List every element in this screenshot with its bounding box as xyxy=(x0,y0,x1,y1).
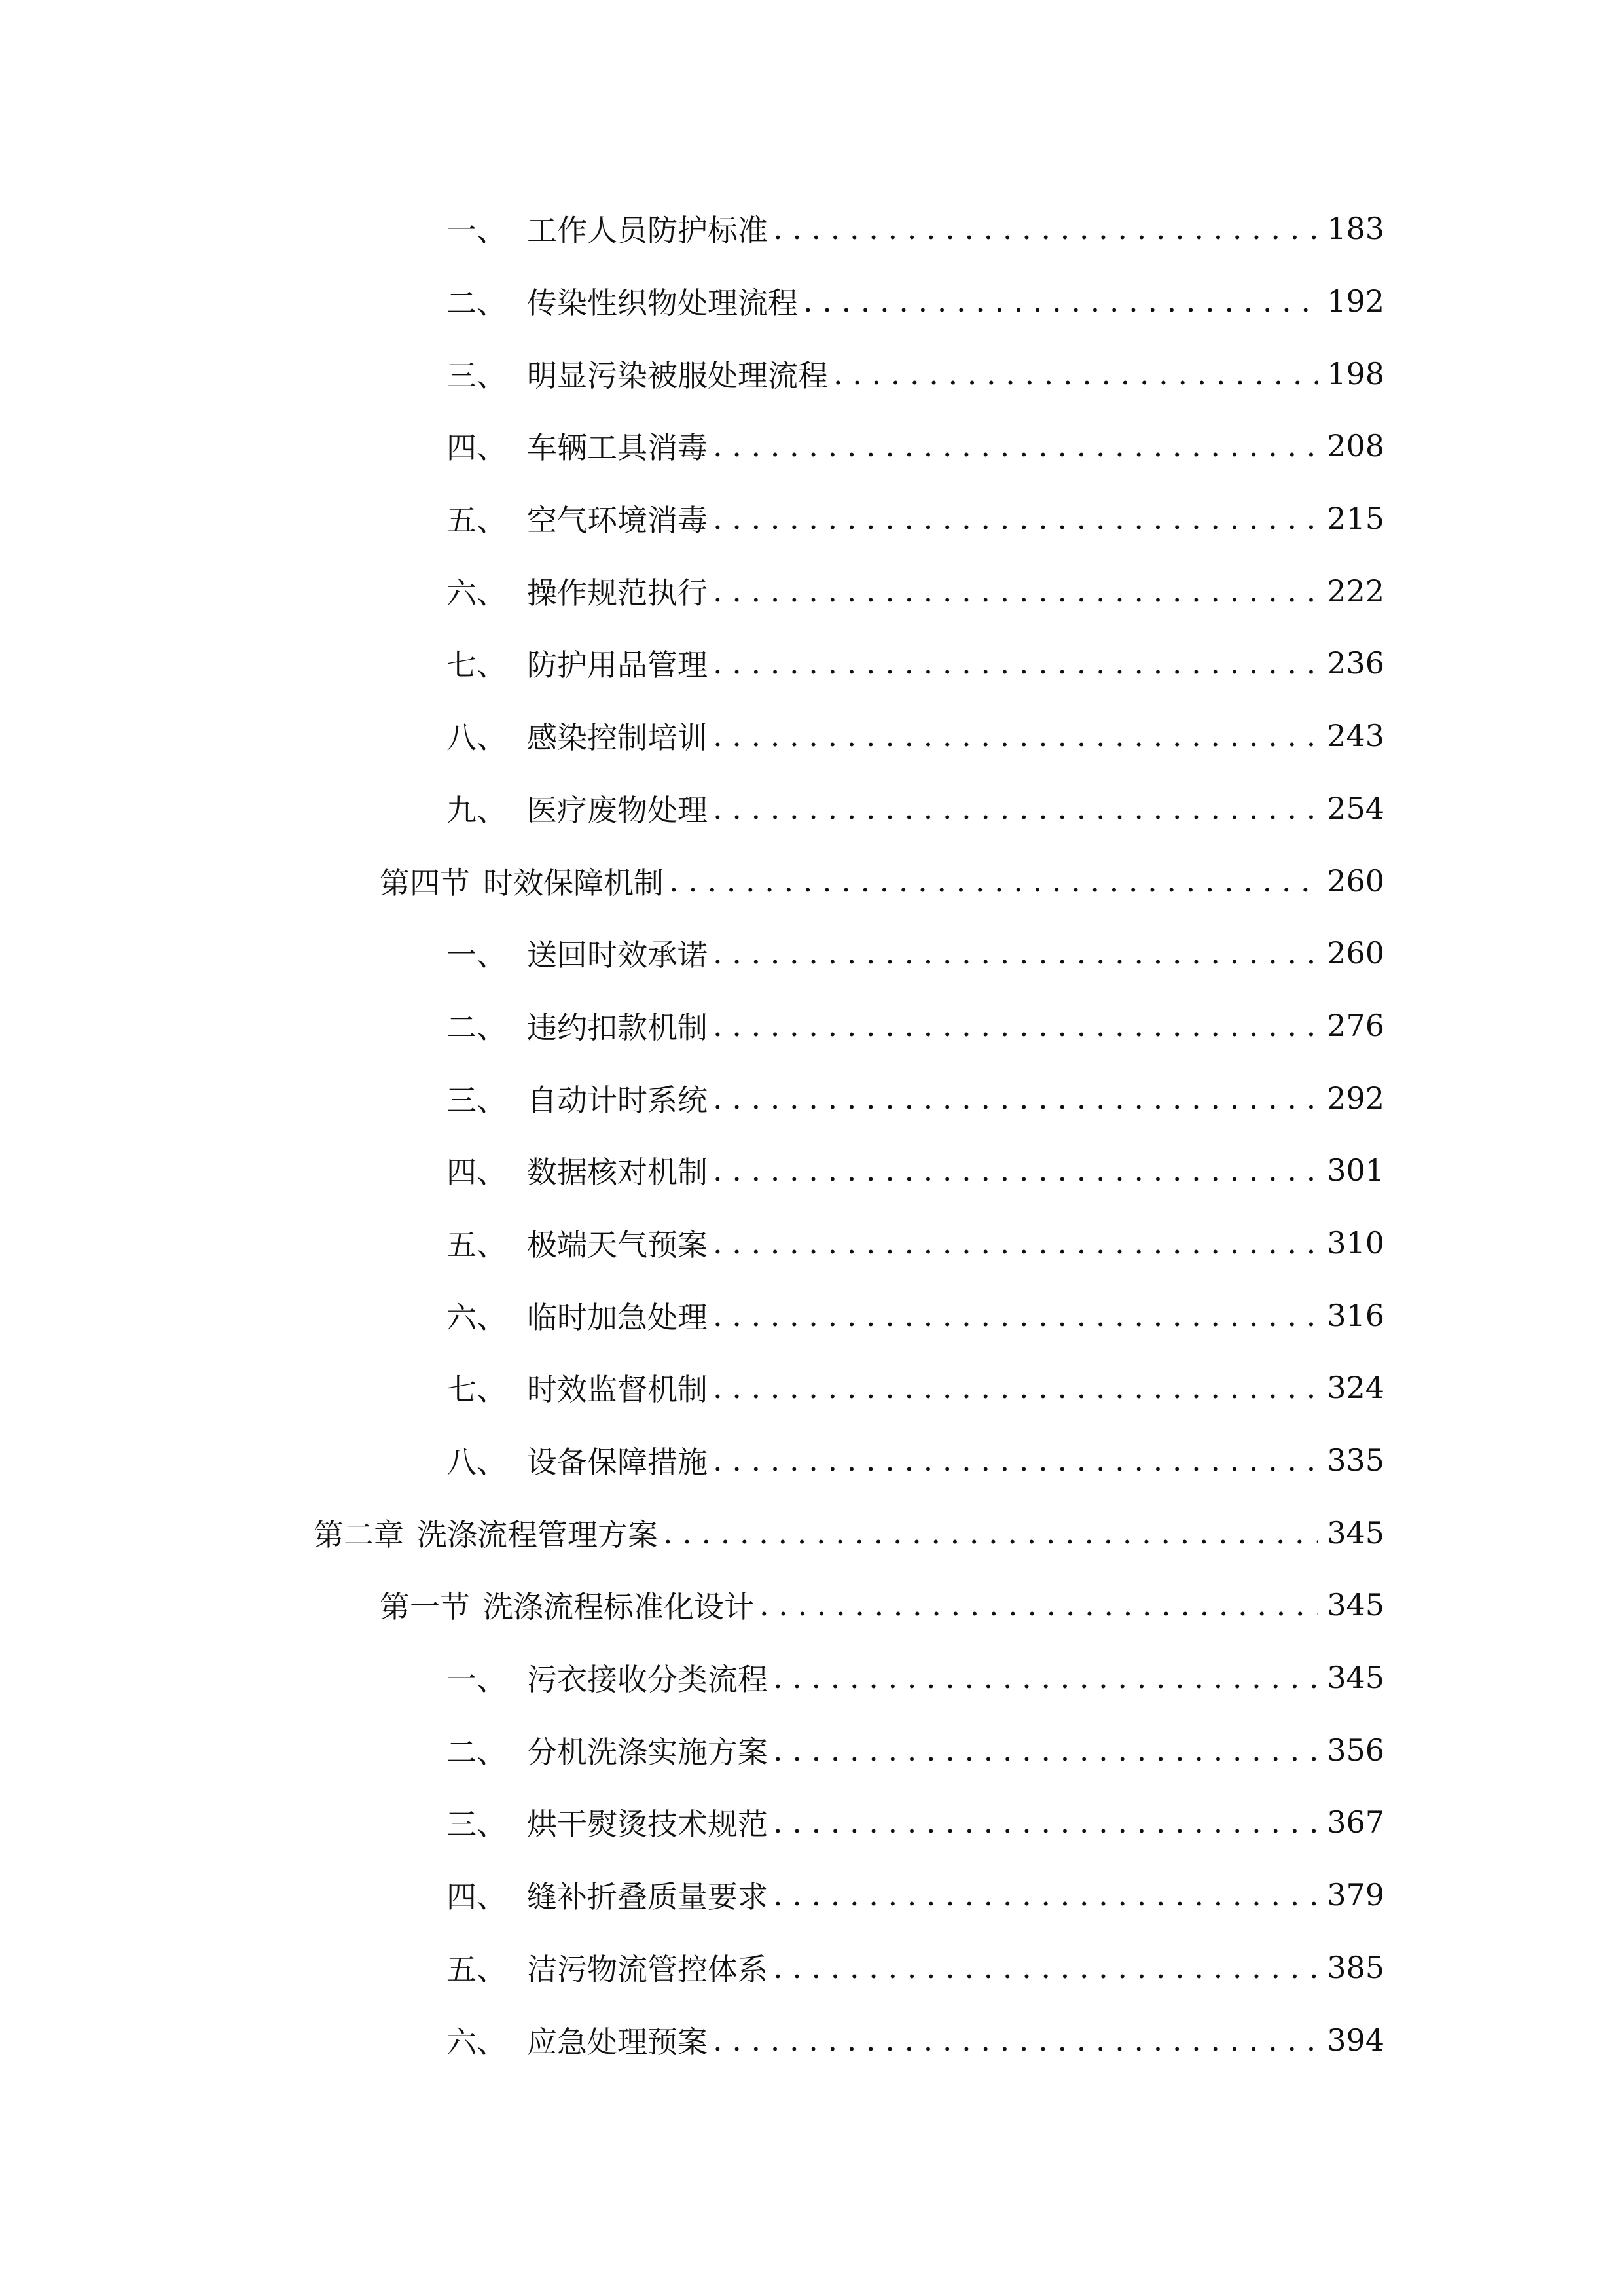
toc-entry-lead xyxy=(446,1729,1327,1772)
dot-leader xyxy=(768,1804,1318,1840)
dot-leader xyxy=(708,718,1318,753)
toc-entry[interactable] xyxy=(0,1569,1624,1641)
toc-entry-page: 215 xyxy=(1327,501,1384,537)
toc-entry-number: 六、 xyxy=(446,575,507,611)
dot-leader xyxy=(708,645,1318,681)
toc-entry-page: 222 xyxy=(1327,573,1384,609)
toc-entry-title: 分机洗涤实施方案 xyxy=(527,1734,768,1770)
toc-entry-page: 183 xyxy=(1327,211,1384,247)
toc-entry-number: 七、 xyxy=(446,1372,507,1408)
toc-entry-title: 送回时效承诺 xyxy=(527,937,708,973)
dot-leader xyxy=(768,1950,1318,1985)
toc-entry-page: 335 xyxy=(1327,1443,1384,1479)
toc-entry-number: 第一节 xyxy=(380,1589,470,1625)
toc-entry-lead xyxy=(446,1873,1327,1916)
toc-entry-page: 367 xyxy=(1327,1804,1384,1840)
toc-entry-page: 345 xyxy=(1327,1587,1384,1623)
toc-entry[interactable] xyxy=(0,410,1624,482)
toc-entry-title: 违约扣款机制 xyxy=(527,1009,708,1045)
toc-entry-title: 洗涤流程管理方案 xyxy=(417,1516,658,1552)
toc-entry-page: 310 xyxy=(1327,1225,1384,1261)
toc-entry-lead xyxy=(446,714,1327,757)
toc-entry-number: 五、 xyxy=(446,1227,507,1263)
toc-entry-page: 192 xyxy=(1327,283,1384,319)
toc-entry-number: 一、 xyxy=(446,937,507,973)
toc-entry-title: 空气环境消毒 xyxy=(527,503,708,539)
toc-entry-page: 292 xyxy=(1327,1080,1384,1116)
toc-entry-page: 260 xyxy=(1327,863,1384,899)
toc-entry-title: 洁污物流管控体系 xyxy=(527,1951,768,1987)
toc-entry-lead xyxy=(446,1439,1327,1482)
toc-entry-number: 二、 xyxy=(446,285,507,321)
toc-entry[interactable] xyxy=(0,1134,1624,1207)
dot-leader xyxy=(708,2022,1318,2058)
toc-entry-lead xyxy=(446,497,1327,540)
toc-entry-lead xyxy=(446,569,1327,613)
dot-leader xyxy=(708,428,1318,463)
toc-entry-lead xyxy=(446,1801,1327,1844)
toc-entry-number: 二、 xyxy=(446,1734,507,1770)
toc-entry-title: 感染控制培训 xyxy=(527,720,708,756)
toc-entry-page: 254 xyxy=(1327,790,1384,826)
toc-entry-lead xyxy=(446,1946,1327,1989)
dot-leader xyxy=(708,1298,1318,1333)
toc-entry-title: 自动计时系统 xyxy=(527,1082,708,1118)
toc-entry-lead xyxy=(446,641,1327,685)
toc-entry-title: 工作人员防护标准 xyxy=(527,213,768,249)
dot-leader xyxy=(768,1877,1318,1912)
toc-entry[interactable] xyxy=(0,1641,1624,1714)
toc-entry-number: 第二章 xyxy=(314,1516,404,1552)
toc-entry-title: 污衣接收分类流程 xyxy=(527,1662,768,1698)
toc-entry-lead xyxy=(446,352,1327,395)
toc-entry[interactable] xyxy=(0,1859,1624,1931)
toc-entry-number: 三、 xyxy=(446,1806,507,1842)
toc-entry[interactable] xyxy=(0,990,1624,1062)
dot-leader xyxy=(664,863,1318,899)
toc-entry[interactable] xyxy=(0,1496,1624,1569)
dot-leader xyxy=(708,501,1318,536)
toc-entry-number: 一、 xyxy=(446,1662,507,1698)
toc-entry-title: 设备保障措施 xyxy=(527,1444,708,1480)
toc-entry-page: 301 xyxy=(1327,1153,1384,1189)
toc-entry-title: 操作规范执行 xyxy=(527,575,708,611)
toc-entry-number: 三、 xyxy=(446,357,507,393)
toc-entry-title: 明显污染被服处理流程 xyxy=(527,357,828,393)
toc-entry-number: 九、 xyxy=(446,792,507,828)
toc-entry-lead xyxy=(380,1583,1327,1626)
toc-entry-title: 医疗废物处理 xyxy=(527,792,708,828)
dot-leader xyxy=(828,356,1318,391)
toc-entry[interactable] xyxy=(0,1207,1624,1280)
toc-entry-lead xyxy=(380,859,1327,903)
toc-entry-number: 六、 xyxy=(446,2024,507,2060)
dot-leader xyxy=(768,1660,1318,1695)
toc-entry-number: 四、 xyxy=(446,1879,507,1915)
toc-entry-lead xyxy=(314,1511,1327,1554)
toc-entry-title: 数据核对机制 xyxy=(527,1155,708,1191)
toc-entry-title: 极端天气预案 xyxy=(527,1227,708,1263)
toc-entry-page: 379 xyxy=(1327,1877,1384,1913)
toc-entry-number: 八、 xyxy=(446,1444,507,1480)
toc-entry-page: 394 xyxy=(1327,2022,1384,2058)
toc-entry[interactable] xyxy=(0,627,1624,700)
dot-leader xyxy=(768,211,1318,246)
toc-entry[interactable] xyxy=(0,482,1624,555)
dot-leader xyxy=(708,1225,1318,1261)
toc-entry-number: 六、 xyxy=(446,1299,507,1335)
toc-entry-lead xyxy=(446,1004,1327,1047)
toc-entry[interactable] xyxy=(0,1279,1624,1352)
toc-entry-lead xyxy=(446,1221,1327,1265)
toc-entry-page: 356 xyxy=(1327,1732,1384,1768)
toc-entry-number: 第四节 xyxy=(380,865,470,901)
toc-entry-lead xyxy=(446,787,1327,830)
toc-entry-title: 防护用品管理 xyxy=(527,647,708,683)
toc-entry-number: 三、 xyxy=(446,1082,507,1118)
toc-entry[interactable] xyxy=(0,2003,1624,2076)
toc-entry-lead xyxy=(446,207,1327,250)
toc-entry-page: 236 xyxy=(1327,645,1384,681)
toc-entry-lead xyxy=(446,1656,1327,1699)
toc-entry-title: 洗涤流程标准化设计 xyxy=(483,1589,754,1625)
toc-entry-number: 五、 xyxy=(446,503,507,539)
toc-entry-number: 八、 xyxy=(446,720,507,756)
toc-entry-title: 车辆工具消毒 xyxy=(527,430,708,466)
table-of-contents xyxy=(0,192,1624,2076)
toc-entry[interactable] xyxy=(0,554,1624,627)
toc-entry-lead xyxy=(446,1077,1327,1120)
toc-entry-title: 时效监督机制 xyxy=(527,1372,708,1408)
toc-entry[interactable] xyxy=(0,1352,1624,1424)
toc-entry[interactable] xyxy=(0,844,1624,917)
toc-entry[interactable] xyxy=(0,917,1624,990)
dot-leader xyxy=(768,1732,1318,1768)
toc-entry-lead xyxy=(446,2018,1327,2062)
dot-leader xyxy=(708,1153,1318,1188)
toc-entry-title: 应急处理预案 xyxy=(527,2024,708,2060)
toc-entry[interactable] xyxy=(0,1062,1624,1134)
toc-entry-page: 243 xyxy=(1327,718,1384,754)
toc-entry[interactable] xyxy=(0,1931,1624,2004)
toc-entry-number: 七、 xyxy=(446,647,507,683)
toc-entry-title: 烘干熨烫技术规范 xyxy=(527,1806,768,1842)
dot-leader xyxy=(708,1008,1318,1043)
dot-leader xyxy=(708,1081,1318,1116)
toc-entry-lead xyxy=(446,931,1327,975)
toc-entry-lead xyxy=(446,1366,1327,1409)
toc-entry-lead xyxy=(446,424,1327,467)
toc-entry[interactable] xyxy=(0,1424,1624,1497)
toc-entry-page: 260 xyxy=(1327,935,1384,971)
toc-entry-page: 316 xyxy=(1327,1297,1384,1333)
toc-entry-title: 缝补折叠质量要求 xyxy=(527,1879,768,1915)
dot-leader xyxy=(798,283,1318,319)
toc-entry-title: 临时加急处理 xyxy=(527,1299,708,1335)
toc-entry-lead xyxy=(446,1149,1327,1192)
toc-entry[interactable] xyxy=(0,772,1624,845)
toc-entry-title: 传染性织物处理流程 xyxy=(527,285,798,321)
dot-leader xyxy=(708,1443,1318,1478)
toc-entry-page: 208 xyxy=(1327,428,1384,464)
toc-entry-number: 二、 xyxy=(446,1009,507,1045)
toc-entry-lead xyxy=(446,1294,1327,1337)
toc-entry[interactable] xyxy=(0,700,1624,772)
toc-entry-number: 四、 xyxy=(446,1155,507,1191)
toc-entry-page: 324 xyxy=(1327,1370,1384,1406)
toc-entry-page: 198 xyxy=(1327,355,1384,391)
toc-entry-number: 四、 xyxy=(446,430,507,466)
dot-leader xyxy=(708,573,1318,609)
toc-entry-lead xyxy=(446,279,1327,323)
dot-leader xyxy=(658,1515,1318,1551)
toc-entry-page: 345 xyxy=(1327,1660,1384,1696)
toc-entry-number: 一、 xyxy=(446,213,507,249)
toc-entry[interactable] xyxy=(0,192,1624,265)
toc-entry[interactable] xyxy=(0,1713,1624,1786)
toc-entry-page: 276 xyxy=(1327,1007,1384,1043)
toc-entry-page: 345 xyxy=(1327,1515,1384,1551)
dot-leader xyxy=(708,1370,1318,1405)
toc-entry-title: 时效保障机制 xyxy=(483,865,664,901)
toc-entry[interactable] xyxy=(0,1786,1624,1859)
dot-leader xyxy=(754,1587,1318,1623)
toc-entry[interactable] xyxy=(0,337,1624,410)
toc-entry-number: 五、 xyxy=(446,1951,507,1987)
dot-leader xyxy=(708,935,1318,971)
toc-entry-page: 385 xyxy=(1327,1949,1384,1985)
toc-entry[interactable] xyxy=(0,265,1624,338)
dot-leader xyxy=(708,791,1318,826)
